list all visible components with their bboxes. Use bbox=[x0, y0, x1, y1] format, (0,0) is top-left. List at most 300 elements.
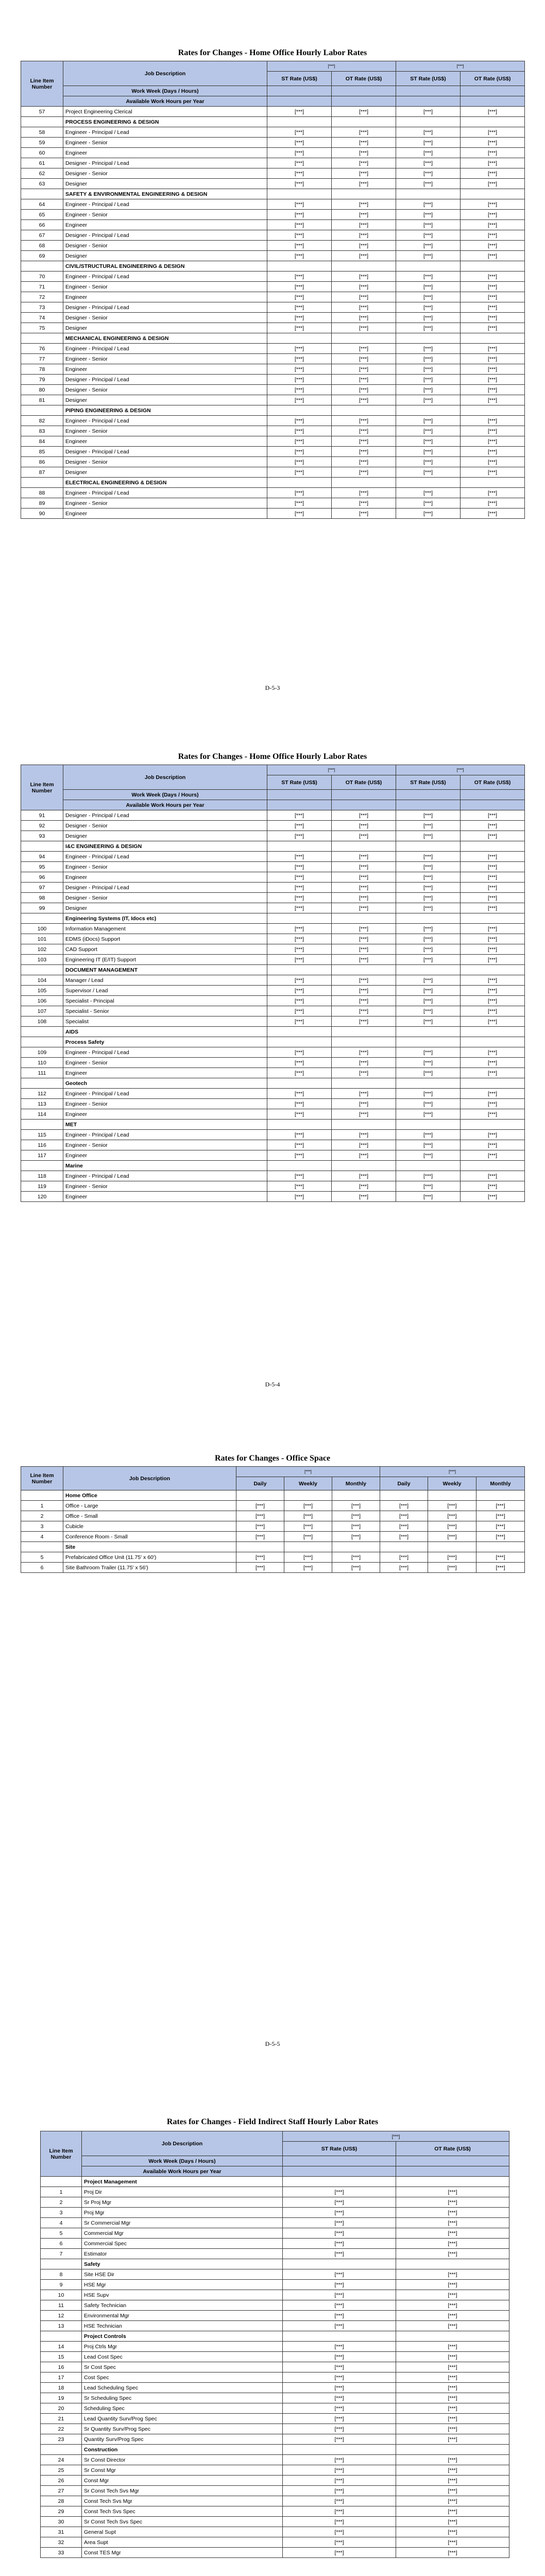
section-header-row bbox=[21, 1542, 525, 1552]
daily-header: Daily bbox=[236, 1477, 284, 1490]
group-mark: [***] bbox=[283, 2131, 509, 2142]
st-rate-header: ST Rate (US$) bbox=[396, 72, 461, 86]
job-description: Site HSE Dir bbox=[82, 2269, 283, 2280]
line-item-number: 119 bbox=[21, 1181, 63, 1192]
rate-value: [***] bbox=[332, 1109, 396, 1120]
line-item-number: 90 bbox=[21, 509, 63, 519]
rate-value: [***] bbox=[332, 385, 396, 395]
table-row bbox=[41, 2290, 509, 2300]
rate-value: [***] bbox=[267, 168, 332, 179]
ot-rate-header: OT Rate (US$) bbox=[332, 72, 396, 86]
line-item-number: 19 bbox=[41, 2393, 82, 2403]
job-description: Engineer - Senior bbox=[63, 138, 267, 148]
job-description: Engineer - Principal / Lead bbox=[63, 344, 267, 354]
rate-value: [***] bbox=[332, 924, 396, 934]
rate-value: [***] bbox=[332, 1181, 396, 1192]
job-description: Sr Cost Spec bbox=[82, 2362, 283, 2372]
rate-value: [***] bbox=[396, 272, 461, 282]
line-item-number: 75 bbox=[21, 323, 63, 333]
job-description-header: Job Description bbox=[82, 2131, 283, 2156]
available-hours-label: Available Work Hours per Year bbox=[63, 96, 267, 107]
available-hours-label: Available Work Hours per Year bbox=[82, 2166, 283, 2177]
rate-value: [***] bbox=[396, 179, 461, 189]
rate-value: [***] bbox=[332, 893, 396, 903]
rate-value: [***] bbox=[461, 230, 525, 241]
rate-value: [***] bbox=[332, 1192, 396, 1202]
job-description: Designer bbox=[63, 179, 267, 189]
rate-value: [***] bbox=[396, 1058, 461, 1068]
page2-title: Rates for Changes - Home Office Hourly Labor Rates bbox=[178, 752, 367, 761]
rate-value: [***] bbox=[396, 1192, 461, 1202]
table-row bbox=[21, 138, 525, 148]
line-item-header: Line Item Number bbox=[21, 765, 63, 810]
section-title: Home Office bbox=[63, 1490, 236, 1501]
rate-value: [***] bbox=[396, 2506, 509, 2517]
table-row bbox=[21, 375, 525, 385]
rate-value: [***] bbox=[396, 138, 461, 148]
line-item-number: 11 bbox=[41, 2300, 82, 2311]
table-row bbox=[41, 2455, 509, 2465]
rate-value: [***] bbox=[332, 447, 396, 457]
rate-value: [***] bbox=[332, 821, 396, 831]
rate-value: [***] bbox=[461, 1099, 525, 1109]
job-description: Engineer bbox=[63, 872, 267, 883]
group-mark-left: [***] bbox=[236, 1467, 380, 1477]
available-hours-label: Available Work Hours per Year bbox=[63, 800, 267, 810]
line-item-number: 74 bbox=[21, 313, 63, 323]
line-item-number: 20 bbox=[41, 2403, 82, 2414]
rate-value: [***] bbox=[476, 1552, 525, 1563]
rate-value: [***] bbox=[267, 138, 332, 148]
rate-value: [***] bbox=[236, 1511, 284, 1521]
rate-value: [***] bbox=[396, 1171, 461, 1181]
job-description-header: Job Description bbox=[63, 1467, 236, 1490]
rate-value: [***] bbox=[461, 467, 525, 478]
section-header-row bbox=[21, 117, 525, 127]
table-row bbox=[21, 934, 525, 944]
rate-value: [***] bbox=[267, 831, 332, 841]
job-description: Engineer - Principal / Lead bbox=[63, 852, 267, 862]
rate-value: [***] bbox=[267, 1099, 332, 1109]
job-description: Designer - Senior bbox=[63, 893, 267, 903]
rate-value: [***] bbox=[461, 220, 525, 230]
rate-value: [***] bbox=[283, 2197, 396, 2208]
rate-value: [***] bbox=[267, 996, 332, 1006]
rate-value: [***] bbox=[267, 1181, 332, 1192]
line-item-number: 65 bbox=[21, 210, 63, 220]
rate-value: [***] bbox=[283, 2537, 396, 2548]
rate-value: [***] bbox=[461, 179, 525, 189]
line-item-number: 10 bbox=[41, 2290, 82, 2300]
job-description: Designer - Principal / Lead bbox=[63, 230, 267, 241]
rate-value: [***] bbox=[267, 488, 332, 498]
rate-value: [***] bbox=[332, 127, 396, 138]
table-row bbox=[21, 220, 525, 230]
rate-value: [***] bbox=[396, 168, 461, 179]
section-title: Project Controls bbox=[82, 2331, 283, 2342]
job-description: Sr Commercial Mgr bbox=[82, 2218, 283, 2228]
rate-value: [***] bbox=[267, 272, 332, 282]
line-item-number: 62 bbox=[21, 168, 63, 179]
rate-value: [***] bbox=[396, 2548, 509, 2558]
section-header-row bbox=[21, 965, 525, 975]
job-description: Const Tech Svs Mgr bbox=[82, 2496, 283, 2506]
section-title: DOCUMENT MANAGEMENT bbox=[63, 965, 267, 975]
rate-value: [***] bbox=[332, 934, 396, 944]
rate-value: [***] bbox=[396, 488, 461, 498]
rate-value: [***] bbox=[396, 2290, 509, 2300]
job-description: Sr Proj Mgr bbox=[82, 2197, 283, 2208]
rate-value: [***] bbox=[461, 1171, 525, 1181]
rate-value: [***] bbox=[396, 2476, 509, 2486]
rate-value: [***] bbox=[461, 302, 525, 313]
rate-value: [***] bbox=[461, 251, 525, 261]
line-item-number: 60 bbox=[21, 148, 63, 158]
table-row bbox=[41, 2321, 509, 2331]
section-header-row bbox=[21, 478, 525, 488]
table-row bbox=[21, 179, 525, 189]
rate-value: [***] bbox=[396, 955, 461, 965]
work-week-label: Work Week (Days / Hours) bbox=[63, 86, 267, 96]
section-title: ELECTRICAL ENGINEERING & DESIGN bbox=[63, 478, 267, 488]
rate-value: [***] bbox=[267, 498, 332, 509]
rate-value: [***] bbox=[461, 810, 525, 821]
page1-footer: D-5-3 bbox=[265, 684, 280, 691]
rate-value: [***] bbox=[332, 199, 396, 210]
rate-value: [***] bbox=[396, 852, 461, 862]
rate-value: [***] bbox=[332, 416, 396, 426]
rate-value: [***] bbox=[332, 426, 396, 436]
job-description: Designer bbox=[63, 467, 267, 478]
group-mark-right: [***] bbox=[396, 61, 525, 72]
table-row bbox=[41, 2352, 509, 2362]
rate-value: [***] bbox=[428, 1532, 476, 1542]
rate-value: [***] bbox=[396, 821, 461, 831]
job-description: Designer - Senior bbox=[63, 457, 267, 467]
job-description: Engineer bbox=[63, 1192, 267, 1202]
section-header-row bbox=[21, 1037, 525, 1047]
line-item-number: 22 bbox=[41, 2424, 82, 2434]
table-row bbox=[21, 1181, 525, 1192]
job-description: Engineer - Principal / Lead bbox=[63, 199, 267, 210]
rate-value: [***] bbox=[236, 1532, 284, 1542]
rate-value: [***] bbox=[461, 138, 525, 148]
line-item-number: 57 bbox=[21, 107, 63, 117]
table-row bbox=[21, 302, 525, 313]
rate-value: [***] bbox=[396, 2249, 509, 2259]
section-header-row bbox=[21, 261, 525, 272]
st-rate-header: ST Rate (US$) bbox=[396, 775, 461, 790]
table-row bbox=[21, 313, 525, 323]
table-row bbox=[41, 2506, 509, 2517]
rate-value: [***] bbox=[267, 127, 332, 138]
table-row bbox=[21, 1563, 525, 1573]
table-row bbox=[41, 2393, 509, 2403]
job-description: Sr Const Tech Svs Spec bbox=[82, 2517, 283, 2527]
line-item-number: 107 bbox=[21, 1006, 63, 1016]
rate-value: [***] bbox=[396, 2228, 509, 2239]
rate-value: [***] bbox=[396, 302, 461, 313]
job-description: Engineer - Principal / Lead bbox=[63, 1171, 267, 1181]
rate-value: [***] bbox=[332, 1068, 396, 1078]
rate-value: [***] bbox=[396, 323, 461, 333]
line-item-number: 28 bbox=[41, 2496, 82, 2506]
table-row bbox=[41, 2476, 509, 2486]
line-item-number: 115 bbox=[21, 1130, 63, 1140]
rate-value: [***] bbox=[332, 1099, 396, 1109]
job-description: Engineer bbox=[63, 364, 267, 375]
job-description-header: Job Description bbox=[63, 61, 267, 86]
job-description: Sr Const Mgr bbox=[82, 2465, 283, 2476]
table-row bbox=[21, 1521, 525, 1532]
rate-value: [***] bbox=[267, 385, 332, 395]
page1-title: Rates for Changes - Home Office Hourly Labor Rates bbox=[178, 48, 367, 57]
job-description: Engineer bbox=[63, 1150, 267, 1161]
rate-value: [***] bbox=[267, 924, 332, 934]
rate-value: [***] bbox=[380, 1563, 428, 1573]
rate-value: [***] bbox=[267, 1058, 332, 1068]
work-week-label: Work Week (Days / Hours) bbox=[63, 790, 267, 800]
rate-value: [***] bbox=[267, 944, 332, 955]
job-description: Project Engineering Clerical bbox=[63, 107, 267, 117]
line-item-number: 92 bbox=[21, 821, 63, 831]
rate-value: [***] bbox=[267, 241, 332, 251]
table-row bbox=[41, 2187, 509, 2197]
monthly-header: Monthly bbox=[476, 1477, 525, 1490]
rate-value: [***] bbox=[267, 313, 332, 323]
rate-value: [***] bbox=[267, 1171, 332, 1181]
rate-value: [***] bbox=[267, 302, 332, 313]
line-item-number: 71 bbox=[21, 282, 63, 292]
line-item-number: 110 bbox=[21, 1058, 63, 1068]
table-row bbox=[21, 436, 525, 447]
rate-value: [***] bbox=[283, 2342, 396, 2352]
rate-value: [***] bbox=[396, 457, 461, 467]
table-row bbox=[41, 2249, 509, 2259]
rate-value: [***] bbox=[267, 199, 332, 210]
job-description: Engineer bbox=[63, 292, 267, 302]
table-row bbox=[41, 2342, 509, 2352]
rate-value: [***] bbox=[396, 1181, 461, 1192]
section-header-row bbox=[21, 333, 525, 344]
job-description: Safety Technician bbox=[82, 2300, 283, 2311]
rate-value: [***] bbox=[396, 385, 461, 395]
rate-value: [***] bbox=[283, 2486, 396, 2496]
table-row bbox=[41, 2311, 509, 2321]
table-row bbox=[21, 457, 525, 467]
rate-value: [***] bbox=[267, 934, 332, 944]
line-item-number: 70 bbox=[21, 272, 63, 282]
rate-value: [***] bbox=[461, 210, 525, 220]
line-item-number: 72 bbox=[21, 292, 63, 302]
job-description: Designer bbox=[63, 323, 267, 333]
table-row bbox=[21, 1099, 525, 1109]
section-header-row bbox=[21, 189, 525, 199]
st-rate-header: ST Rate (US$) bbox=[267, 775, 332, 790]
line-item-number: 84 bbox=[21, 436, 63, 447]
rate-value: [***] bbox=[267, 158, 332, 168]
job-description: Lead Cost Spec bbox=[82, 2352, 283, 2362]
rate-value: [***] bbox=[396, 2517, 509, 2527]
rate-value: [***] bbox=[283, 2476, 396, 2486]
section-header-row bbox=[21, 1161, 525, 1171]
line-item-number: 13 bbox=[41, 2321, 82, 2331]
rate-value: [***] bbox=[396, 2187, 509, 2197]
job-description: Engineer bbox=[63, 148, 267, 158]
rate-value: [***] bbox=[396, 375, 461, 385]
rate-value: [***] bbox=[396, 1047, 461, 1058]
rate-value: [***] bbox=[396, 344, 461, 354]
rate-value: [***] bbox=[267, 1006, 332, 1016]
line-item-number: 76 bbox=[21, 344, 63, 354]
line-item-number: 30 bbox=[41, 2517, 82, 2527]
section-header-row bbox=[21, 405, 525, 416]
rate-value: [***] bbox=[332, 292, 396, 302]
table-row bbox=[41, 2280, 509, 2290]
line-item-number: 108 bbox=[21, 1016, 63, 1027]
rate-value: [***] bbox=[380, 1521, 428, 1532]
job-description: Designer - Principal / Lead bbox=[63, 302, 267, 313]
rate-value: [***] bbox=[332, 1006, 396, 1016]
job-description: Engineer - Senior bbox=[63, 1140, 267, 1150]
rate-value: [***] bbox=[332, 436, 396, 447]
job-description: Cost Spec bbox=[82, 2372, 283, 2383]
rate-value: [***] bbox=[267, 436, 332, 447]
rate-value: [***] bbox=[461, 924, 525, 934]
line-item-number: 27 bbox=[41, 2486, 82, 2496]
job-description: Designer bbox=[63, 251, 267, 261]
table-row bbox=[21, 955, 525, 965]
rate-value: [***] bbox=[267, 1047, 332, 1058]
rate-value: [***] bbox=[267, 292, 332, 302]
job-description: Engineer - Principal / Lead bbox=[63, 488, 267, 498]
rate-value: [***] bbox=[396, 220, 461, 230]
rate-value: [***] bbox=[236, 1563, 284, 1573]
rate-value: [***] bbox=[396, 416, 461, 426]
line-item-number: 64 bbox=[21, 199, 63, 210]
table-row bbox=[21, 1068, 525, 1078]
rate-value: [***] bbox=[396, 251, 461, 261]
line-item-number: 116 bbox=[21, 1140, 63, 1150]
line-item-number: 25 bbox=[41, 2465, 82, 2476]
line-item-number: 96 bbox=[21, 872, 63, 883]
rate-value: [***] bbox=[461, 1140, 525, 1150]
section-header-row bbox=[41, 2445, 509, 2455]
table-row bbox=[21, 1140, 525, 1150]
line-item-number: 4 bbox=[21, 1532, 63, 1542]
table-row bbox=[21, 1501, 525, 1511]
line-item-number: 29 bbox=[41, 2506, 82, 2517]
rate-value: [***] bbox=[396, 158, 461, 168]
office-title: Rates for Changes - Office Space bbox=[214, 1454, 331, 1463]
rate-value: [***] bbox=[332, 883, 396, 893]
rate-value: [***] bbox=[283, 2496, 396, 2506]
line-item-number: 12 bbox=[41, 2311, 82, 2321]
rate-value: [***] bbox=[461, 158, 525, 168]
rate-value: [***] bbox=[332, 323, 396, 333]
section-title: SAFETY & ENVIRONMENTAL ENGINEERING & DESIGN bbox=[63, 189, 267, 199]
rate-value: [***] bbox=[267, 1140, 332, 1150]
rate-value: [***] bbox=[396, 354, 461, 364]
rate-value: [***] bbox=[461, 1192, 525, 1202]
job-description: Manager / Lead bbox=[63, 975, 267, 986]
rate-value: [***] bbox=[396, 2362, 509, 2372]
line-item-number: 1 bbox=[21, 1501, 63, 1511]
rate-value: [***] bbox=[332, 1058, 396, 1068]
rate-value: [***] bbox=[396, 509, 461, 519]
rate-value: [***] bbox=[267, 220, 332, 230]
rate-value: [***] bbox=[461, 509, 525, 519]
rate-value: [***] bbox=[396, 2311, 509, 2321]
job-description: Designer - Senior bbox=[63, 821, 267, 831]
ot-rate-header: OT Rate (US$) bbox=[396, 2142, 509, 2156]
line-item-number: 111 bbox=[21, 1068, 63, 1078]
rate-value: [***] bbox=[332, 251, 396, 261]
table-row bbox=[21, 1552, 525, 1563]
job-description: Designer - Senior bbox=[63, 385, 267, 395]
line-item-number: 98 bbox=[21, 893, 63, 903]
labor-rates-table-2 bbox=[21, 765, 525, 1202]
rate-value: [***] bbox=[267, 1068, 332, 1078]
job-description: Designer - Principal / Lead bbox=[63, 158, 267, 168]
rate-value: [***] bbox=[332, 498, 396, 509]
rate-value: [***] bbox=[461, 292, 525, 302]
rate-value: [***] bbox=[267, 810, 332, 821]
job-description: Commercial Mgr bbox=[82, 2228, 283, 2239]
job-description: Environmental Mgr bbox=[82, 2311, 283, 2321]
rate-value: [***] bbox=[461, 831, 525, 841]
section-title: Geotech bbox=[63, 1078, 267, 1089]
table-row bbox=[21, 426, 525, 436]
line-item-number: 31 bbox=[41, 2527, 82, 2537]
rate-value: [***] bbox=[396, 996, 461, 1006]
rate-value: [***] bbox=[332, 1150, 396, 1161]
line-item-number: 78 bbox=[21, 364, 63, 375]
rate-value: [***] bbox=[396, 199, 461, 210]
line-item-number: 82 bbox=[21, 416, 63, 426]
job-description: HSE Supv bbox=[82, 2290, 283, 2300]
table-row bbox=[41, 2383, 509, 2393]
rate-value: [***] bbox=[283, 2403, 396, 2414]
job-description: Lead Quantity Surv/Prog Spec bbox=[82, 2414, 283, 2424]
rate-value: [***] bbox=[396, 2434, 509, 2445]
line-item-number: 80 bbox=[21, 385, 63, 395]
rate-value: [***] bbox=[396, 467, 461, 478]
table-row bbox=[21, 509, 525, 519]
rate-value: [***] bbox=[428, 1521, 476, 1532]
rate-value: [***] bbox=[396, 2393, 509, 2403]
line-item-number: 88 bbox=[21, 488, 63, 498]
rate-value: [***] bbox=[332, 810, 396, 821]
line-item-number: 5 bbox=[41, 2228, 82, 2239]
rate-value: [***] bbox=[267, 416, 332, 426]
rate-value: [***] bbox=[461, 1150, 525, 1161]
rate-value: [***] bbox=[396, 2403, 509, 2414]
job-description: Site Bathroom Trailer (11.75' x 56') bbox=[63, 1563, 236, 1573]
line-item-number: 24 bbox=[41, 2455, 82, 2465]
rate-value: [***] bbox=[332, 210, 396, 220]
job-description: Const Tech Svs Spec bbox=[82, 2506, 283, 2517]
job-description: Engineer - Principal / Lead bbox=[63, 127, 267, 138]
rate-value: [***] bbox=[396, 2424, 509, 2434]
job-description: Estimator bbox=[82, 2249, 283, 2259]
rate-value: [***] bbox=[396, 313, 461, 323]
rate-value: [***] bbox=[396, 934, 461, 944]
section-header-row bbox=[41, 2331, 509, 2342]
rate-value: [***] bbox=[267, 1109, 332, 1120]
line-item-number: 100 bbox=[21, 924, 63, 934]
line-item-number: 21 bbox=[41, 2414, 82, 2424]
